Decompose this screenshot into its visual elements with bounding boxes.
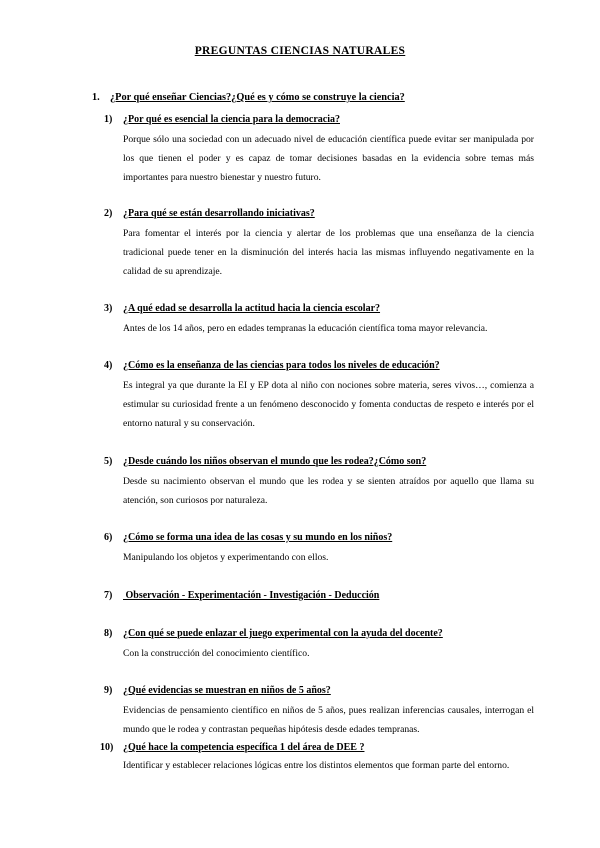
question-text: ¿Cómo es la enseñanza de las ciencias para todos los niveles de educación? (123, 360, 440, 371)
question-number: 9) (104, 685, 113, 696)
answer-text: Manipulando los objetos y experimentando con ellos. (123, 552, 329, 563)
question-text: ¿Cómo se forma una idea de las cosas y su mundo en los niños? (123, 532, 393, 543)
section-number: 1. (92, 92, 100, 103)
question-text: ¿Por qué es esencial la ciencia para la democracia? (123, 114, 340, 125)
question-number: 6) (104, 532, 113, 543)
question-number: 1) (104, 114, 113, 125)
answer-text: Desde su nacimiento observan el mundo que les rodea y se sienten atraídos por aquello que llama su atención, son curiosos por naturaleza. (123, 476, 534, 507)
question-number: 8) (104, 628, 113, 639)
question-item-3 (104, 303, 534, 338)
answer-text: Con la construcción del conocimiento científico. (123, 648, 310, 659)
question-item-5 (104, 456, 534, 510)
question-item-7 (104, 590, 534, 601)
question-text: ¿Desde cuándo los niños observan el mundo que les rodea?¿Cómo son? (123, 456, 427, 467)
question-item-1 (104, 114, 534, 188)
question-text: ¿A qué edad se desarrolla la actitud hacia la ciencia escolar? (123, 303, 381, 314)
question-item-2 (104, 208, 534, 282)
question-item-4 (104, 360, 534, 434)
question-number: 3) (104, 303, 113, 314)
question-item-10 (100, 742, 530, 775)
question-item-9 (104, 685, 534, 739)
answer-text: Para fomentar el interés por la ciencia y alertar de los problemas que una enseñanza de la ciencia tradicional puede tener en la disminución del interés hacia las mismas influyendo negativamente en la calidad de su aprendizaje. (123, 228, 534, 278)
answer-text: Evidencias de pensamiento científico en niños de 5 años, pues realizan inferencias causales, interrogan el mundo que le rodea y contrastan pequeñas hipótesis desde edades tempranas. (123, 705, 534, 736)
answer-text: Antes de los 14 años, pero en edades tempranas la educación científica toma mayor relevancia. (123, 323, 488, 334)
question-text: Observación - Experimentación - Investigación - Deducción (123, 590, 380, 601)
section-text: ¿Por qué enseñar Ciencias?¿Qué es y cómo se construye la ciencia? (110, 92, 405, 103)
question-text: ¿Qué hace la competencia específica 1 del área de DEE ? (123, 742, 365, 753)
question-number: 10) (100, 742, 114, 753)
answer-text: Identificar y establecer relaciones lógicas entre los distintos elementos que forman parte del entorno. (123, 760, 510, 771)
question-text: ¿Para qué se están desarrollando iniciativas? (123, 208, 315, 219)
answer-text: Porque sólo una sociedad con un adecuado nivel de educación científica puede evitar ser manipulada por los que tienen el poder y es capaz de tomar decisiones basadas en la evidencia sobre temas más importantes para nuestro bienestar y nuestro futuro. (123, 134, 534, 184)
question-item-8 (104, 628, 534, 663)
page-title: PREGUNTAS CIENCIAS NATURALES (194, 45, 406, 57)
question-number: 7) (104, 590, 113, 601)
question-text: ¿Qué evidencias se muestran en niños de 5 años? (123, 685, 331, 696)
question-text: ¿Con qué se puede enlazar el juego experimental con la ayuda del docente? (123, 628, 443, 639)
question-item-6 (104, 532, 534, 567)
section-heading (92, 92, 405, 103)
answer-text: Es integral ya que durante la EI y EP dota al niño con nociones sobre materia, seres vivos…, comienza a estimular su curiosidad frente a un fenómeno desconocido y fomenta conductas de respeto e interés por el entorno natural y su conservación. (123, 380, 534, 430)
question-number: 2) (104, 208, 113, 219)
question-number: 5) (104, 456, 113, 467)
question-number: 4) (104, 360, 113, 371)
